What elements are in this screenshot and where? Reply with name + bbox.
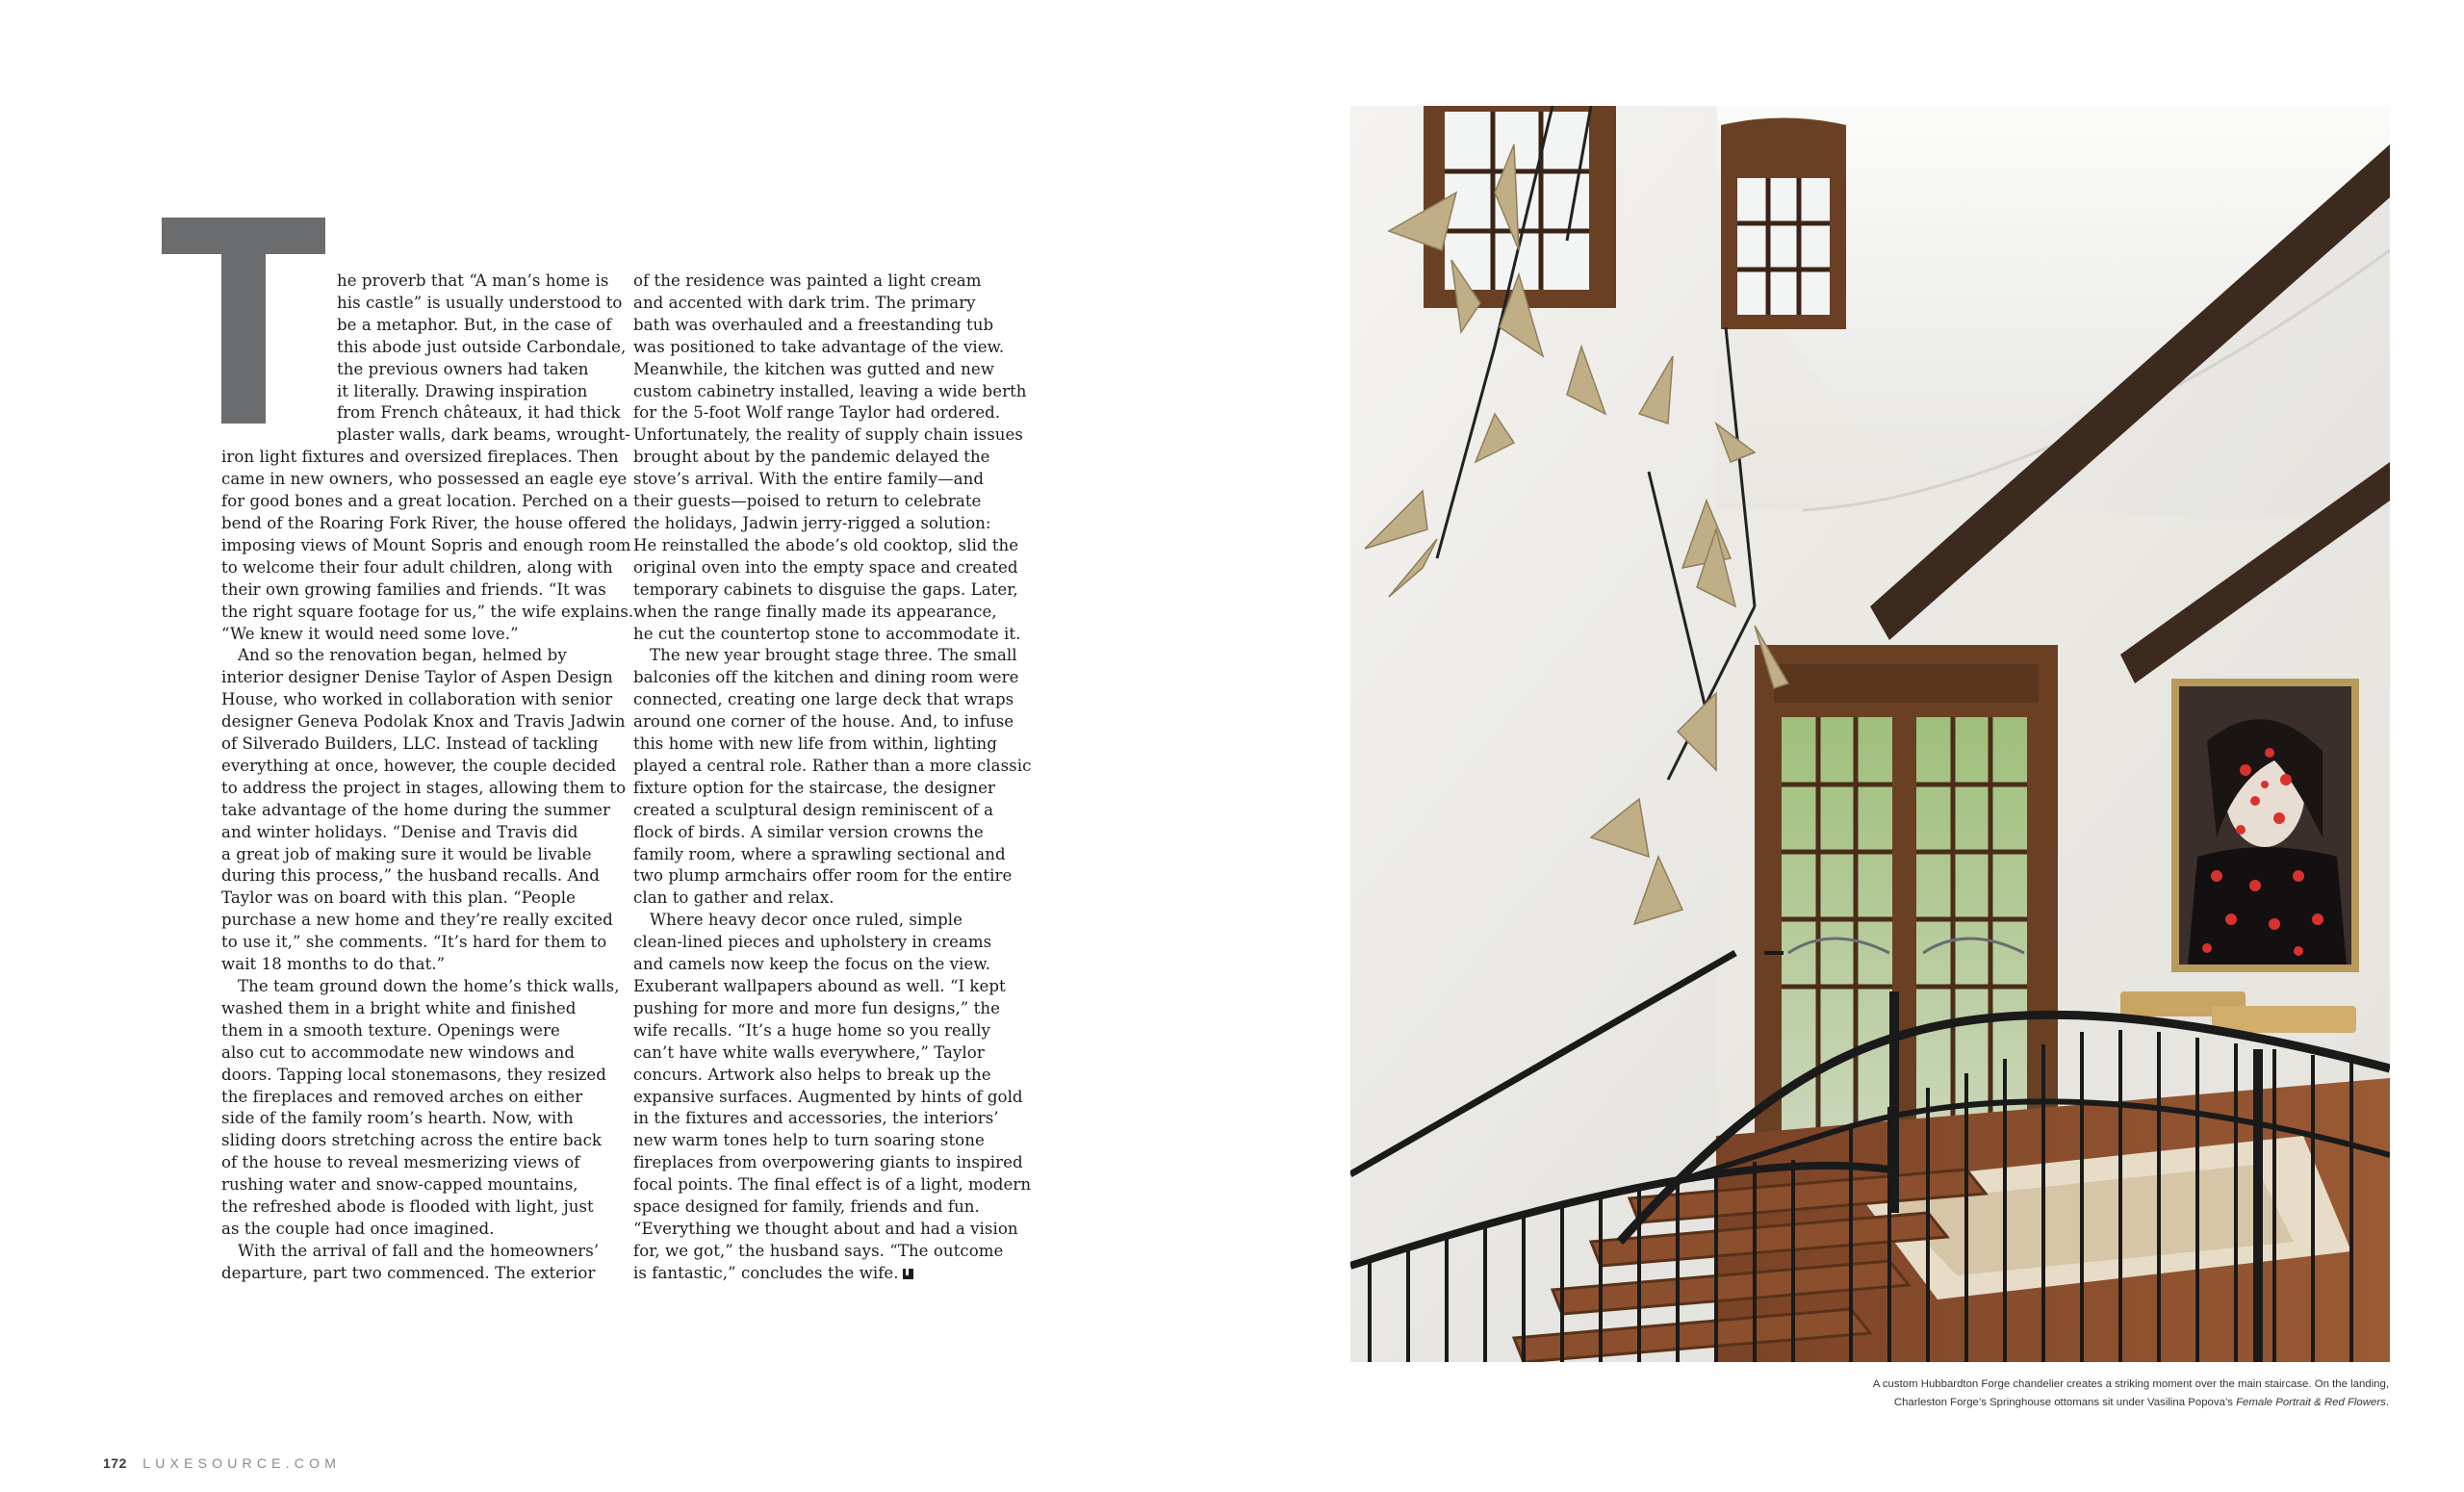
text-line: With the arrival of fall and the homeowners’ <box>238 1241 600 1260</box>
text-line: He reinstalled the abode’s old cooktop, slid the <box>633 535 1019 554</box>
text-line: The new year brought stage three. The small <box>650 646 1017 665</box>
text-line: of Silverado Builders, LLC. Instead of tackling <box>221 734 599 754</box>
photo-caption <box>1523 1376 2389 1412</box>
text-line: iron light fixtures and oversized fireplaces. Then <box>221 448 619 467</box>
text-line: sliding doors stretching across the entire back <box>221 1131 603 1150</box>
text-line: wife recalls. “It’s a huge home so you really <box>633 1020 990 1040</box>
text-line: fireplaces from overpowering giants to inspired <box>633 1153 1023 1172</box>
text-line: a great job of making sure it would be livable <box>221 844 592 863</box>
text-line: everything at once, however, the couple decided <box>221 756 617 775</box>
caption-line-2 <box>1523 1394 2389 1412</box>
text-line: “We knew it would need some love.” <box>221 624 519 643</box>
text-line: concurs. Artwork also helps to break up the <box>633 1065 991 1084</box>
text-line: and winter holidays. “Denise and Travis did <box>221 822 578 841</box>
text-line: temporary cabinets to disguise the gaps. Later, <box>633 579 1018 599</box>
caption-line-2-text: Charleston Forge’s Springhouse ottomans sit under Vasilina Popova’s <box>1893 1397 2237 1408</box>
text-line: he cut the countertop stone to accommodate it. <box>633 624 1021 643</box>
text-line: during this process,” the husband recalls. And <box>221 866 600 886</box>
text-line: stove’s arrival. With the entire family—and <box>633 470 984 489</box>
text-line: to address the project in stages, allowing them to <box>221 778 627 797</box>
staircase-photo-illustration <box>1350 106 2390 1362</box>
text-line: created a sculptural design reminiscent of a <box>633 800 994 819</box>
caption-artwork-title: Female Portrait & Red Flowers <box>2236 1397 2386 1408</box>
text-line: and camels now keep the focus on the view. <box>633 955 990 974</box>
text-line: rushing water and snow-capped mountains, <box>221 1175 578 1195</box>
text-line: to welcome their four adult children, along with <box>221 557 613 577</box>
text-line: of the house to reveal mesmerizing views of <box>221 1153 580 1172</box>
text-line: connected, creating one large deck that wraps <box>633 690 1014 709</box>
text-line: space designed for family, friends and fun. <box>633 1197 980 1217</box>
text-line: his castle” is usually understood to <box>337 293 623 312</box>
text-line: and accented with dark trim. The primary <box>633 293 976 312</box>
text-line: was positioned to take advantage of the view. <box>633 337 1005 356</box>
text-line: clean-lined pieces and upholstery in creams <box>633 933 992 952</box>
text-line: purchase a new home and they’re really excited <box>221 911 613 930</box>
text-line: the refreshed abode is flooded with light, just <box>221 1197 594 1217</box>
text-line: this home with new life from within, lighting <box>633 734 997 754</box>
text-line: Taylor was on board with this plan. “People <box>221 888 576 908</box>
text-line: of the residence was painted a light cream <box>633 271 982 290</box>
text-line: designer Geneva Podolak Knox and Travis Jadwin <box>221 712 626 732</box>
text-line: he proverb that “A man’s home is <box>337 271 609 290</box>
text-line: Meanwhile, the kitchen was gutted and new <box>633 359 994 378</box>
text-line: in the fixtures and accessories, the interiors’ <box>633 1109 999 1128</box>
caption-line-2-end: . <box>2385 1397 2389 1408</box>
text-line: departure, part two commenced. The exterior <box>221 1263 596 1282</box>
text-line: balconies off the kitchen and dining room were <box>633 668 1019 687</box>
text-line: take advantage of the home during the summer <box>221 800 611 819</box>
text-line: expansive surfaces. Augmented by hints of gold <box>633 1087 1023 1106</box>
text-line: this abode just outside Carbondale, <box>337 337 627 356</box>
text-line: original oven into the empty space and created <box>633 557 1018 577</box>
text-line: pushing for more and more fun designs,” the <box>633 998 1000 1017</box>
article-column-2 <box>633 270 1031 1285</box>
text-line: the fireplaces and removed arches on either <box>221 1087 583 1106</box>
text-line: wait 18 months to do that.” <box>221 955 446 974</box>
text-line: the holidays, Jadwin jerry-rigged a solution: <box>633 513 991 532</box>
text-line: flock of birds. A similar version crowns the <box>633 822 984 841</box>
text-line: the right square footage for us,” the wife explains. <box>221 602 634 621</box>
text-line: washed them in a bright white and finished <box>221 998 577 1017</box>
text-line: And so the renovation began, helmed by <box>238 646 567 665</box>
text-line: brought about by the pandemic delayed the <box>633 448 990 467</box>
text-line: as the couple had once imagined. <box>221 1219 495 1238</box>
text-line: Exuberant wallpapers abound as well. “I kept <box>633 977 1006 995</box>
text-line: imposing views of Mount Sopris and enough room <box>221 535 631 554</box>
text-line: them in a smooth texture. Openings were <box>221 1020 560 1040</box>
text-line: for good bones and a great location. Perched on a <box>221 492 629 511</box>
text-line: Unfortunately, the reality of supply chain issues <box>633 425 1023 445</box>
article-column-1 <box>221 270 633 1285</box>
text-line: played a central role. Rather than a more classic <box>633 756 1032 775</box>
text-line: House, who worked in collaboration with senior <box>221 690 613 709</box>
text-line: side of the family room’s hearth. Now, with <box>221 1109 574 1128</box>
text-line: plaster walls, dark beams, wrought- <box>337 425 630 445</box>
text-line: from French châteaux, it had thick <box>337 403 621 423</box>
page-number: 172 <box>103 1455 127 1471</box>
text-line: also cut to accommodate new windows and <box>221 1042 575 1062</box>
text-line: around one corner of the house. And, to infuse <box>633 712 1014 732</box>
text-line: is fantastic,” concludes the wife. <box>633 1263 1031 1285</box>
text-line: clan to gather and relax. <box>633 888 834 908</box>
text-line: for the 5-foot Wolf range Taylor had ordered. <box>633 403 1001 423</box>
text-line: for, we got,” the husband says. “The outcome <box>633 1241 1004 1260</box>
text-line: The team ground down the home’s thick walls, <box>238 977 620 995</box>
text-line: two plump armchairs offer room for the entire <box>633 866 1013 886</box>
page-folio <box>103 1455 341 1471</box>
text-line: bath was overhauled and a freestanding tub <box>633 315 994 334</box>
text-line: when the range finally made its appearance, <box>633 602 997 621</box>
text-line: new warm tones help to turn soaring stone <box>633 1131 985 1150</box>
text-line: can’t have white walls everywhere,” Taylor <box>633 1042 985 1062</box>
text-line: family room, where a sprawling sectional and <box>633 844 1006 863</box>
site-url: LUXESOURCE.COM <box>142 1455 342 1471</box>
text-line: to use it,” she comments. “It’s hard for them to <box>221 933 607 952</box>
text-line: fixture option for the staircase, the designer <box>633 778 995 797</box>
text-line: be a metaphor. But, in the case of <box>337 315 612 334</box>
text-line: the previous owners had taken <box>337 359 589 378</box>
text-line: Where heavy decor once ruled, simple <box>650 911 963 930</box>
text-line: custom cabinetry installed, leaving a wide berth <box>633 381 1027 400</box>
text-line: came in new owners, who possessed an eagle eye <box>221 470 628 489</box>
text-line: their own growing families and friends. “It was <box>221 579 606 599</box>
text-line: focal points. The final effect is of a light, modern <box>633 1175 1032 1195</box>
caption-line-1: A custom Hubbardton Forge chandelier creates a striking moment over the main staircase. On the landing, <box>1872 1378 2389 1390</box>
text-line: doors. Tapping local stonemasons, they resized <box>221 1065 606 1084</box>
text-line: it literally. Drawing inspiration <box>337 381 588 400</box>
end-square-icon <box>903 1269 913 1279</box>
text-line: bend of the Roaring Fork River, the house offered <box>221 513 627 532</box>
staircase-photo <box>1350 106 2390 1362</box>
text-line: their guests—poised to return to celebrate <box>633 492 982 511</box>
text-line: interior designer Denise Taylor of Aspen Design <box>221 668 613 687</box>
text-line: “Everything we thought about and had a vision <box>633 1219 1018 1238</box>
